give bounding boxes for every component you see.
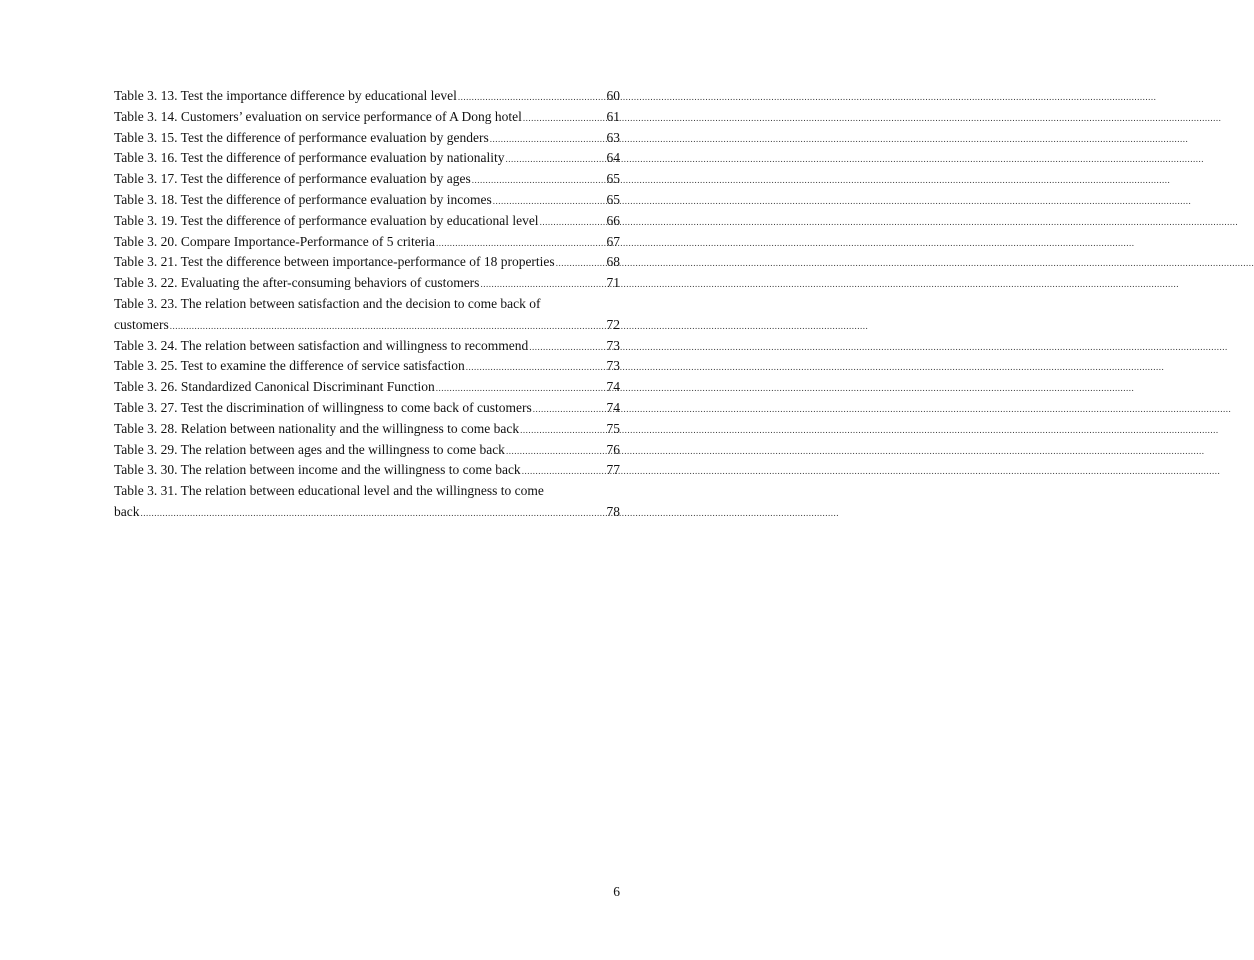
toc-entry-label: Table 3. 24. The relation between satisfaction and willingness to recommend [114, 337, 529, 353]
toc-entry-label: Table 3. 27. Test the discrimination of willingness to come back of customers [114, 399, 532, 415]
toc-entry-page: 77 [606, 462, 620, 478]
toc-entry-page: 78 [606, 503, 620, 519]
toc-entry-page: 75 [606, 420, 620, 436]
dot-leader [472, 170, 604, 191]
toc-entry [114, 211, 620, 232]
toc-entry [114, 86, 620, 107]
toc-entry-label: Table 3. 15. Test the difference of performance evaluation by genders [114, 129, 489, 145]
toc-entry [114, 169, 620, 190]
toc-entry [114, 252, 620, 273]
toc-entry-label: Table 3. 16. Test the difference of performance evaluation by nationality [114, 150, 505, 166]
toc-entry-page: 68 [606, 254, 620, 270]
toc-entry-page: 66 [606, 212, 620, 228]
toc-entry-page: 73 [606, 337, 620, 353]
toc-entry-page: 65 [606, 191, 620, 207]
toc-entry-page: 76 [606, 441, 620, 457]
toc-entry-page: 63 [606, 129, 620, 145]
toc-entry-label: Table 3. 14. Customers’ evaluation on service performance of A Dong hotel [114, 108, 522, 124]
toc-entry-label: Table 3. 17. Test the difference of performance evaluation by ages [114, 171, 471, 187]
toc-entry-label: Table 3. 13. Test the importance difference by educational level [114, 88, 457, 103]
toc-entry-label: Table 3. 29. The relation between ages and the willingness to come back [114, 441, 505, 457]
dot-leader [493, 191, 604, 212]
dot-leader [140, 503, 603, 524]
toc-entry-label: Table 3. 21. Test the difference between importance-performance of 18 properties [114, 254, 555, 270]
toc-entry-label: Table 3. 30. The relation between income and the willingness to come back [114, 462, 521, 478]
toc-entry-label: Table 3. 25. Test to examine the difference of service satisfaction [114, 358, 465, 374]
dot-leader [529, 337, 603, 358]
toc-entry-page: 61 [606, 108, 620, 124]
dot-leader [505, 149, 603, 170]
page-number: 6 [613, 884, 620, 899]
list-of-tables [114, 86, 620, 523]
dot-leader [556, 253, 604, 274]
toc-entry [114, 148, 620, 169]
toc-entry [114, 440, 620, 461]
toc-entry-label: Table 3. 22. Evaluating the after-consuming behaviors of customers [114, 275, 480, 291]
toc-entry-label: Table 3. 28. Relation between nationality and the willingness to come back [114, 420, 520, 436]
dot-leader [436, 233, 603, 254]
dot-leader [490, 129, 604, 150]
dot-leader [533, 399, 604, 420]
dot-leader [506, 441, 604, 462]
dot-leader [522, 461, 604, 482]
toc-entry [114, 356, 620, 377]
toc-entry-page: 72 [606, 316, 620, 332]
dot-leader [520, 420, 603, 441]
toc-entry-page: 60 [606, 88, 620, 103]
toc-entry-label: Table 3. 31. The relation between educational level and the willingness to come [114, 483, 544, 499]
toc-entry-page: 64 [606, 150, 620, 166]
toc-entry [114, 294, 620, 336]
toc-entry [114, 398, 620, 419]
toc-entry-page: 67 [606, 233, 620, 249]
dot-leader [436, 378, 604, 399]
toc-entry [114, 128, 620, 149]
toc-entry-page: 65 [606, 171, 620, 187]
dot-leader [540, 212, 604, 233]
toc-entry-label: Table 3. 23. The relation between satisfaction and the decision to come back of [114, 295, 541, 311]
toc-entry [114, 377, 620, 398]
toc-entry [114, 107, 620, 128]
toc-entry-page: 74 [606, 399, 620, 415]
toc-entry-page: 74 [606, 379, 620, 395]
toc-entry [114, 190, 620, 211]
toc-entry [114, 232, 620, 253]
toc-entry [114, 273, 620, 294]
toc-entry-page: 71 [606, 275, 620, 291]
dot-leader [170, 316, 604, 337]
toc-entry-label: Table 3. 19. Test the difference of performance evaluation by educational level [114, 212, 539, 228]
toc-entry-label-continued: customers [114, 316, 169, 332]
dot-leader [466, 357, 604, 378]
toc-entry-label: Table 3. 18. Test the difference of performance evaluation by incomes [114, 191, 492, 207]
toc-entry [114, 336, 620, 357]
dot-leader [523, 108, 604, 129]
toc-entry [114, 419, 620, 440]
dot-leader [458, 87, 604, 108]
dot-leader [480, 274, 603, 295]
toc-entry-label-continued: back [114, 503, 140, 519]
toc-entry-label: Table 3. 26. Standardized Canonical Discriminant Function [114, 379, 435, 395]
toc-entry-page: 73 [606, 358, 620, 374]
toc-entry-label: Table 3. 20. Compare Importance-Performance of 5 criteria [114, 233, 436, 249]
toc-entry [114, 481, 620, 523]
toc-entry [114, 460, 620, 481]
